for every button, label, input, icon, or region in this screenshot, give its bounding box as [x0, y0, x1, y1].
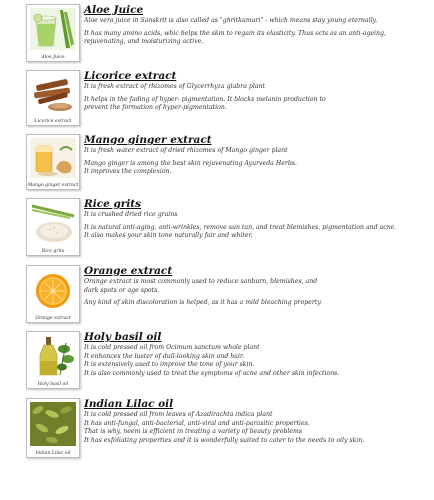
ingredient-title: Rice grits — [84, 198, 142, 210]
description-line: It also makes your skin tone naturally fair and whiter. — [84, 232, 253, 240]
thumbnail-caption: Aloe Juice — [41, 55, 65, 60]
description-line: Aloe vera juice in Sanskrit is also called as "ghritkumari" - which means stay young eternally. — [84, 17, 378, 24]
description-line: It is cold pressed oil from Ocimum sanctum whole plant — [84, 344, 260, 351]
thumbnail-caption: Licorice extract — [34, 119, 72, 124]
description-line: prevent the formation of hyper-pigmentation. — [84, 104, 227, 112]
description-line: It is extensively used to improve the tone of your skin. — [84, 361, 255, 369]
thumbnail-caption: Rice grits — [41, 249, 65, 254]
ingredient-title: Mango ginger extract — [84, 134, 212, 146]
description-line: It helps in the fading of hyper- pigmentation. It blocks melanin production to — [84, 95, 326, 103]
ingredient-title: Licorice extract — [84, 70, 177, 82]
orange-image — [30, 269, 76, 311]
description-line: It is cold pressed oil from leaves of Azadirachta indica plant — [84, 411, 273, 418]
ingredient-title: Orange extract — [84, 265, 173, 277]
ingredient-thumbnail — [26, 331, 80, 389]
description-line: That is why, neem is efficient in treating a variety of beauty problems — [84, 428, 303, 436]
licorice-image — [30, 74, 76, 114]
description-line: It has many amino acids, whic helps the skin to regain its elasticity. Thus acts as an anti-ageing, — [84, 29, 386, 37]
description-line: It is fresh extract of rhizomes of Glycerrhyza glabra plant — [84, 83, 265, 90]
aloe-juice-image — [30, 8, 76, 50]
ingredient-title: Holy basil oil — [84, 331, 162, 343]
description-line: It is fresh water extract of dried rhizomes of Mango ginger plant — [84, 147, 288, 154]
description-line: It improves the complexion. — [84, 168, 172, 176]
ingredient-title: Aloe Juice — [84, 4, 144, 16]
thumbnail-caption: Holy basil oil — [37, 382, 69, 387]
indian-lilac-image — [30, 402, 76, 446]
ingredient-thumbnail — [26, 398, 80, 458]
description-line: It enhances the luster of dull-looking skin and hair. — [84, 352, 245, 360]
thumbnail-caption: Orange extract — [35, 316, 71, 321]
ingredient-thumbnail — [26, 4, 80, 62]
description-line: It is natural anti-aging, anti-wrinkles, remove sun tan, and treat blemishes, pigmentation and acne. — [84, 223, 397, 231]
holy-basil-image — [30, 335, 76, 377]
description-line: Orange extract is most commonly used to reduce sanburn, blemishes, and — [84, 278, 318, 285]
thumbnail-caption: Mango ginger extract — [27, 183, 79, 188]
ingredient-thumbnail — [26, 134, 80, 190]
rice-grits-image — [30, 202, 76, 244]
description-line: Mango ginger is among the best skin rejuvenating Ayurveda Herbs. — [84, 159, 297, 167]
ingredient-title: Indian Lilac oil — [84, 398, 174, 410]
description-line: rejuvenating, and moisturizing active. — [84, 38, 204, 46]
description-line: It has exfoliating properties and it is wonderfully suited to cater to the needs to oily skin. — [84, 436, 365, 444]
ingredient-thumbnail — [26, 265, 80, 323]
description-line: Any kind of skin discoloration is helped, as it has a mild bleaching property. — [84, 299, 322, 307]
ingredient-thumbnail — [26, 70, 80, 126]
description-line: It is also commonly used to treat the symptoms of acne and other skin infections. — [84, 369, 340, 377]
thumbnail-caption: Indian Lilac oil — [35, 451, 71, 456]
ingredient-thumbnail — [26, 198, 80, 256]
description-line: dark spots or age spots. — [84, 286, 160, 294]
description-line: It is crushed dried rice grains — [84, 211, 178, 218]
description-line: It has anti-fungal, anti-bacterial, anti-viral and anti-parasitic properties. — [84, 419, 310, 427]
mango-ginger-image — [30, 138, 76, 178]
